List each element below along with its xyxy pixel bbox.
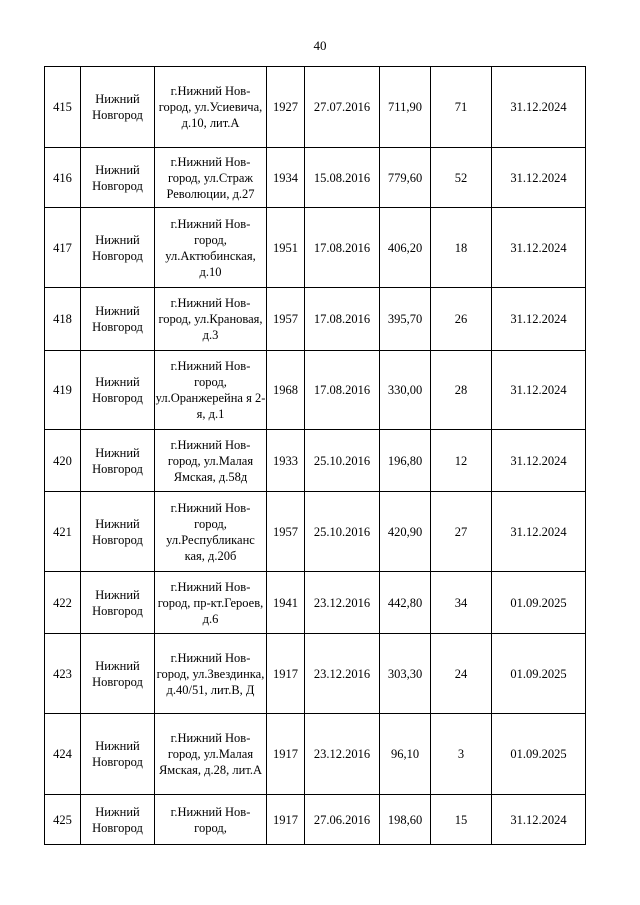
deadline-cell: 01.09.2025 <box>492 634 586 714</box>
build-year-cell: 1927 <box>267 67 305 148</box>
table-row <box>45 572 586 634</box>
count-cell: 52 <box>431 148 492 208</box>
date-cell: 17.08.2016 <box>305 208 380 288</box>
row-number-cell: 423 <box>45 634 81 714</box>
address-cell: г.Нижний Нов-город, ул.Страж Революции, д.27 <box>155 148 267 208</box>
count-cell: 27 <box>431 492 492 572</box>
row-number-cell: 418 <box>45 288 81 351</box>
address-cell: г.Нижний Нов-город, ул.Крановая, д.3 <box>155 288 267 351</box>
table-row <box>45 430 586 492</box>
city-cell: Нижний Новгород <box>81 430 155 492</box>
address-cell: г.Нижний Нов-город, ул.Республиканс кая, д.20б <box>155 492 267 572</box>
area-cell: 196,80 <box>380 430 431 492</box>
row-number-cell: 424 <box>45 714 81 795</box>
date-cell: 23.12.2016 <box>305 634 380 714</box>
build-year-cell: 1934 <box>267 148 305 208</box>
count-cell: 28 <box>431 351 492 430</box>
table-row <box>45 492 586 572</box>
deadline-cell: 31.12.2024 <box>492 351 586 430</box>
city-cell: Нижний Новгород <box>81 572 155 634</box>
area-cell: 442,80 <box>380 572 431 634</box>
address-cell: г.Нижний Нов-город, <box>155 795 267 845</box>
page-number: 40 <box>313 38 327 53</box>
table-body <box>45 67 586 845</box>
table-row <box>45 351 586 430</box>
city-cell: Нижний Новгород <box>81 714 155 795</box>
area-cell: 96,10 <box>380 714 431 795</box>
date-cell: 15.08.2016 <box>305 148 380 208</box>
build-year-cell: 1968 <box>267 351 305 430</box>
table-row <box>45 208 586 288</box>
deadline-cell: 31.12.2024 <box>492 492 586 572</box>
row-number-cell: 417 <box>45 208 81 288</box>
date-cell: 27.07.2016 <box>305 67 380 148</box>
date-cell: 23.12.2016 <box>305 572 380 634</box>
table-row <box>45 634 586 714</box>
build-year-cell: 1917 <box>267 795 305 845</box>
area-cell: 395,70 <box>380 288 431 351</box>
city-cell: Нижний Новгород <box>81 795 155 845</box>
build-year-cell: 1957 <box>267 492 305 572</box>
address-cell: г.Нижний Нов-город, ул.Малая Ямская, д.58д <box>155 430 267 492</box>
area-cell: 420,90 <box>380 492 431 572</box>
date-cell: 17.08.2016 <box>305 351 380 430</box>
row-number-cell: 419 <box>45 351 81 430</box>
deadline-cell: 31.12.2024 <box>492 288 586 351</box>
row-number-cell: 415 <box>45 67 81 148</box>
build-year-cell: 1951 <box>267 208 305 288</box>
table-row <box>45 148 586 208</box>
city-cell: Нижний Новгород <box>81 148 155 208</box>
city-cell: Нижний Новгород <box>81 634 155 714</box>
table-row <box>45 795 586 845</box>
city-cell: Нижний Новгород <box>81 288 155 351</box>
city-cell: Нижний Новгород <box>81 67 155 148</box>
area-cell: 330,00 <box>380 351 431 430</box>
count-cell: 3 <box>431 714 492 795</box>
deadline-cell: 31.12.2024 <box>492 148 586 208</box>
build-year-cell: 1941 <box>267 572 305 634</box>
area-cell: 406,20 <box>380 208 431 288</box>
area-cell: 198,60 <box>380 795 431 845</box>
count-cell: 24 <box>431 634 492 714</box>
deadline-cell: 01.09.2025 <box>492 572 586 634</box>
date-cell: 27.06.2016 <box>305 795 380 845</box>
deadline-cell: 31.12.2024 <box>492 795 586 845</box>
table-row <box>45 67 586 148</box>
area-cell: 779,60 <box>380 148 431 208</box>
build-year-cell: 1917 <box>267 634 305 714</box>
row-number-cell: 421 <box>45 492 81 572</box>
row-number-cell: 416 <box>45 148 81 208</box>
table-row <box>45 714 586 795</box>
row-number-cell: 422 <box>45 572 81 634</box>
city-cell: Нижний Новгород <box>81 492 155 572</box>
count-cell: 71 <box>431 67 492 148</box>
date-cell: 17.08.2016 <box>305 288 380 351</box>
address-cell: г.Нижний Нов-город, ул.Малая Ямская, д.28, лит.А <box>155 714 267 795</box>
build-year-cell: 1933 <box>267 430 305 492</box>
build-year-cell: 1957 <box>267 288 305 351</box>
deadline-cell: 31.12.2024 <box>492 208 586 288</box>
row-number-cell: 425 <box>45 795 81 845</box>
count-cell: 18 <box>431 208 492 288</box>
address-cell: г.Нижний Нов-город, пр-кт.Героев, д.6 <box>155 572 267 634</box>
deadline-cell: 01.09.2025 <box>492 714 586 795</box>
address-cell: г.Нижний Нов-город, ул.Усиевича, д.10, лит.А <box>155 67 267 148</box>
deadline-cell: 31.12.2024 <box>492 67 586 148</box>
count-cell: 34 <box>431 572 492 634</box>
city-cell: Нижний Новгород <box>81 351 155 430</box>
count-cell: 26 <box>431 288 492 351</box>
date-cell: 25.10.2016 <box>305 430 380 492</box>
count-cell: 12 <box>431 430 492 492</box>
area-cell: 303,30 <box>380 634 431 714</box>
table-row <box>45 288 586 351</box>
address-cell: г.Нижний Нов-город, ул.Оранжерейна я 2-я, д.1 <box>155 351 267 430</box>
row-number-cell: 420 <box>45 430 81 492</box>
date-cell: 23.12.2016 <box>305 714 380 795</box>
city-cell: Нижний Новгород <box>81 208 155 288</box>
housing-registry-table <box>44 66 586 845</box>
build-year-cell: 1917 <box>267 714 305 795</box>
address-cell: г.Нижний Нов-город, ул.Звездинка, д.40/51, лит.В, Д <box>155 634 267 714</box>
area-cell: 711,90 <box>380 67 431 148</box>
date-cell: 25.10.2016 <box>305 492 380 572</box>
address-cell: г.Нижний Нов-город, ул.Актюбинская, д.10 <box>155 208 267 288</box>
count-cell: 15 <box>431 795 492 845</box>
deadline-cell: 31.12.2024 <box>492 430 586 492</box>
